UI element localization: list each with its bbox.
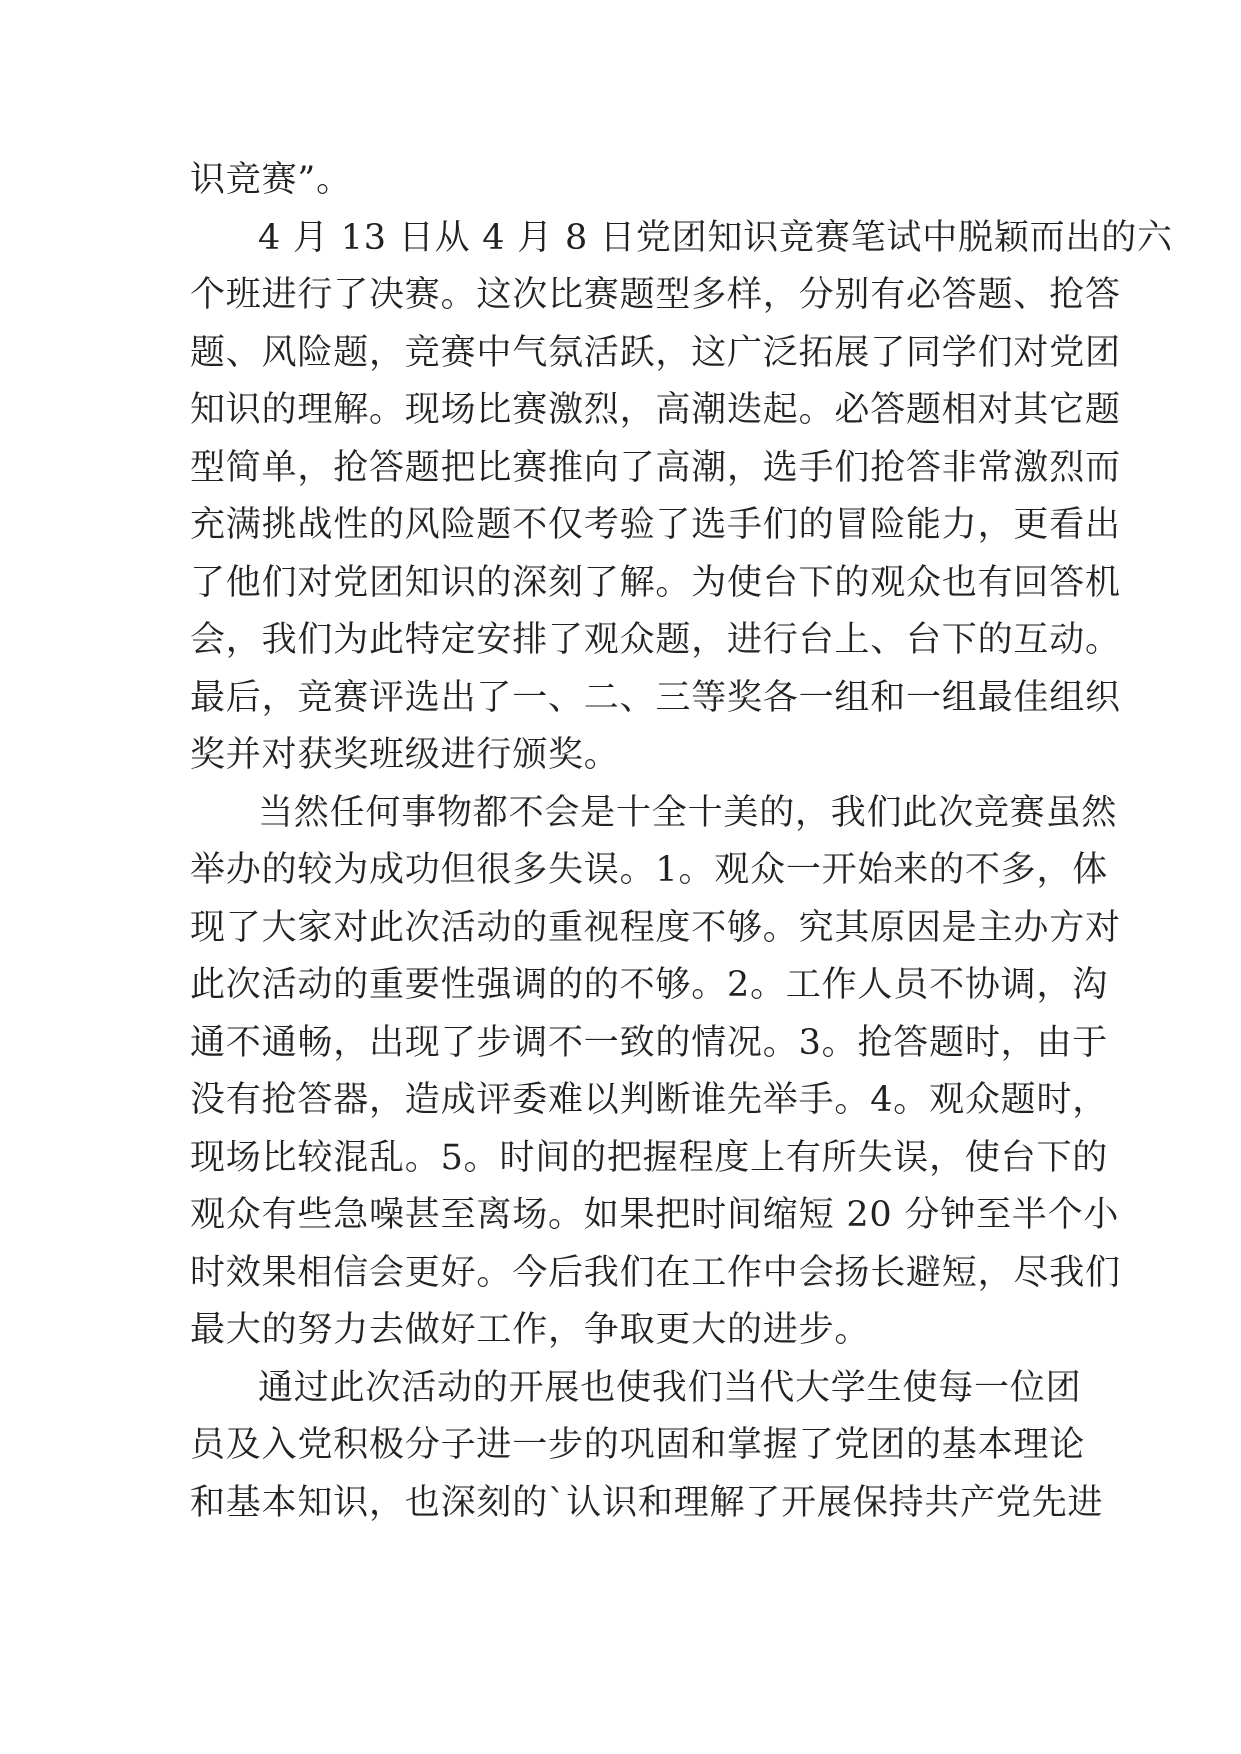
text-line: 通过此次活动的开展也使我们当代大学生使每一位团 [258, 1367, 1082, 1408]
text-line: 了他们对党团知识的深刻了解。为使台下的观众也有回答机 [190, 562, 1121, 603]
text-line: 现了大家对此次活动的重视程度不够。究其原因是主办方对 [190, 907, 1121, 948]
text-line: 时效果相信会更好。今后我们在工作中会扬长避短，尽我们 [190, 1252, 1121, 1293]
text-line: 4 月 13 日从 4 月 8 日党团知识竞赛笔试中脱颖而出的六 [258, 217, 1173, 258]
text-line: 识竞赛”。 [190, 160, 352, 200]
text-line: 最大的努力去做好工作，争取更大的进步。 [190, 1310, 871, 1350]
text-line: 型简单，抢答题把比赛推向了高潮，选手们抢答非常激烈而 [190, 447, 1121, 488]
text-line: 会，我们为此特定安排了观众题，进行台上、台下的互动。 [190, 620, 1121, 660]
text-line: 没有抢答器，造成评委难以判断谁先举手。4。观众题时， [190, 1080, 1109, 1120]
text-line: 充满挑战性的风险题不仅考验了选手们的冒险能力，更看出 [190, 505, 1121, 545]
text-line: 奖并对获奖班级进行颁奖。 [190, 735, 620, 775]
text-line: 个班进行了决赛。这次比赛题型多样，分别有必答题、抢答 [190, 275, 1121, 315]
text-line: 和基本知识，也深刻的`认识和理解了开展保持共产党先进 [190, 1482, 1104, 1523]
text-line: 通不通畅，出现了步调不一致的情况。3。抢答题时，由于 [190, 1022, 1109, 1063]
text-line: 此次活动的重要性强调的的不够。2。工作人员不协调，沟 [190, 965, 1109, 1005]
text-line: 知识的理解。现场比赛激烈，高潮迭起。必答题相对其它题 [190, 390, 1121, 430]
text-line: 当然任何事物都不会是十全十美的，我们此次竞赛虽然 [258, 792, 1118, 833]
text-line: 观众有些急噪甚至离场。如果把时间缩短 20 分钟至半个小 [190, 1195, 1120, 1235]
text-line: 题、风险题，竞赛中气氛活跃，这广泛拓展了同学们对党团 [190, 332, 1121, 373]
text-line: 现场比较混乱。5。时间的把握程度上有所失误，使台下的 [190, 1137, 1109, 1178]
body-text [190, 152, 1173, 1532]
text-line: 最后，竞赛评选出了一、二、三等奖各一组和一组最佳组织 [190, 677, 1121, 718]
text-line: 员及入党积极分子进一步的巩固和掌握了党团的基本理论 [190, 1425, 1086, 1465]
text-line: 举办的较为成功但很多失误。1。观众一开始来的不多，体 [190, 850, 1109, 890]
